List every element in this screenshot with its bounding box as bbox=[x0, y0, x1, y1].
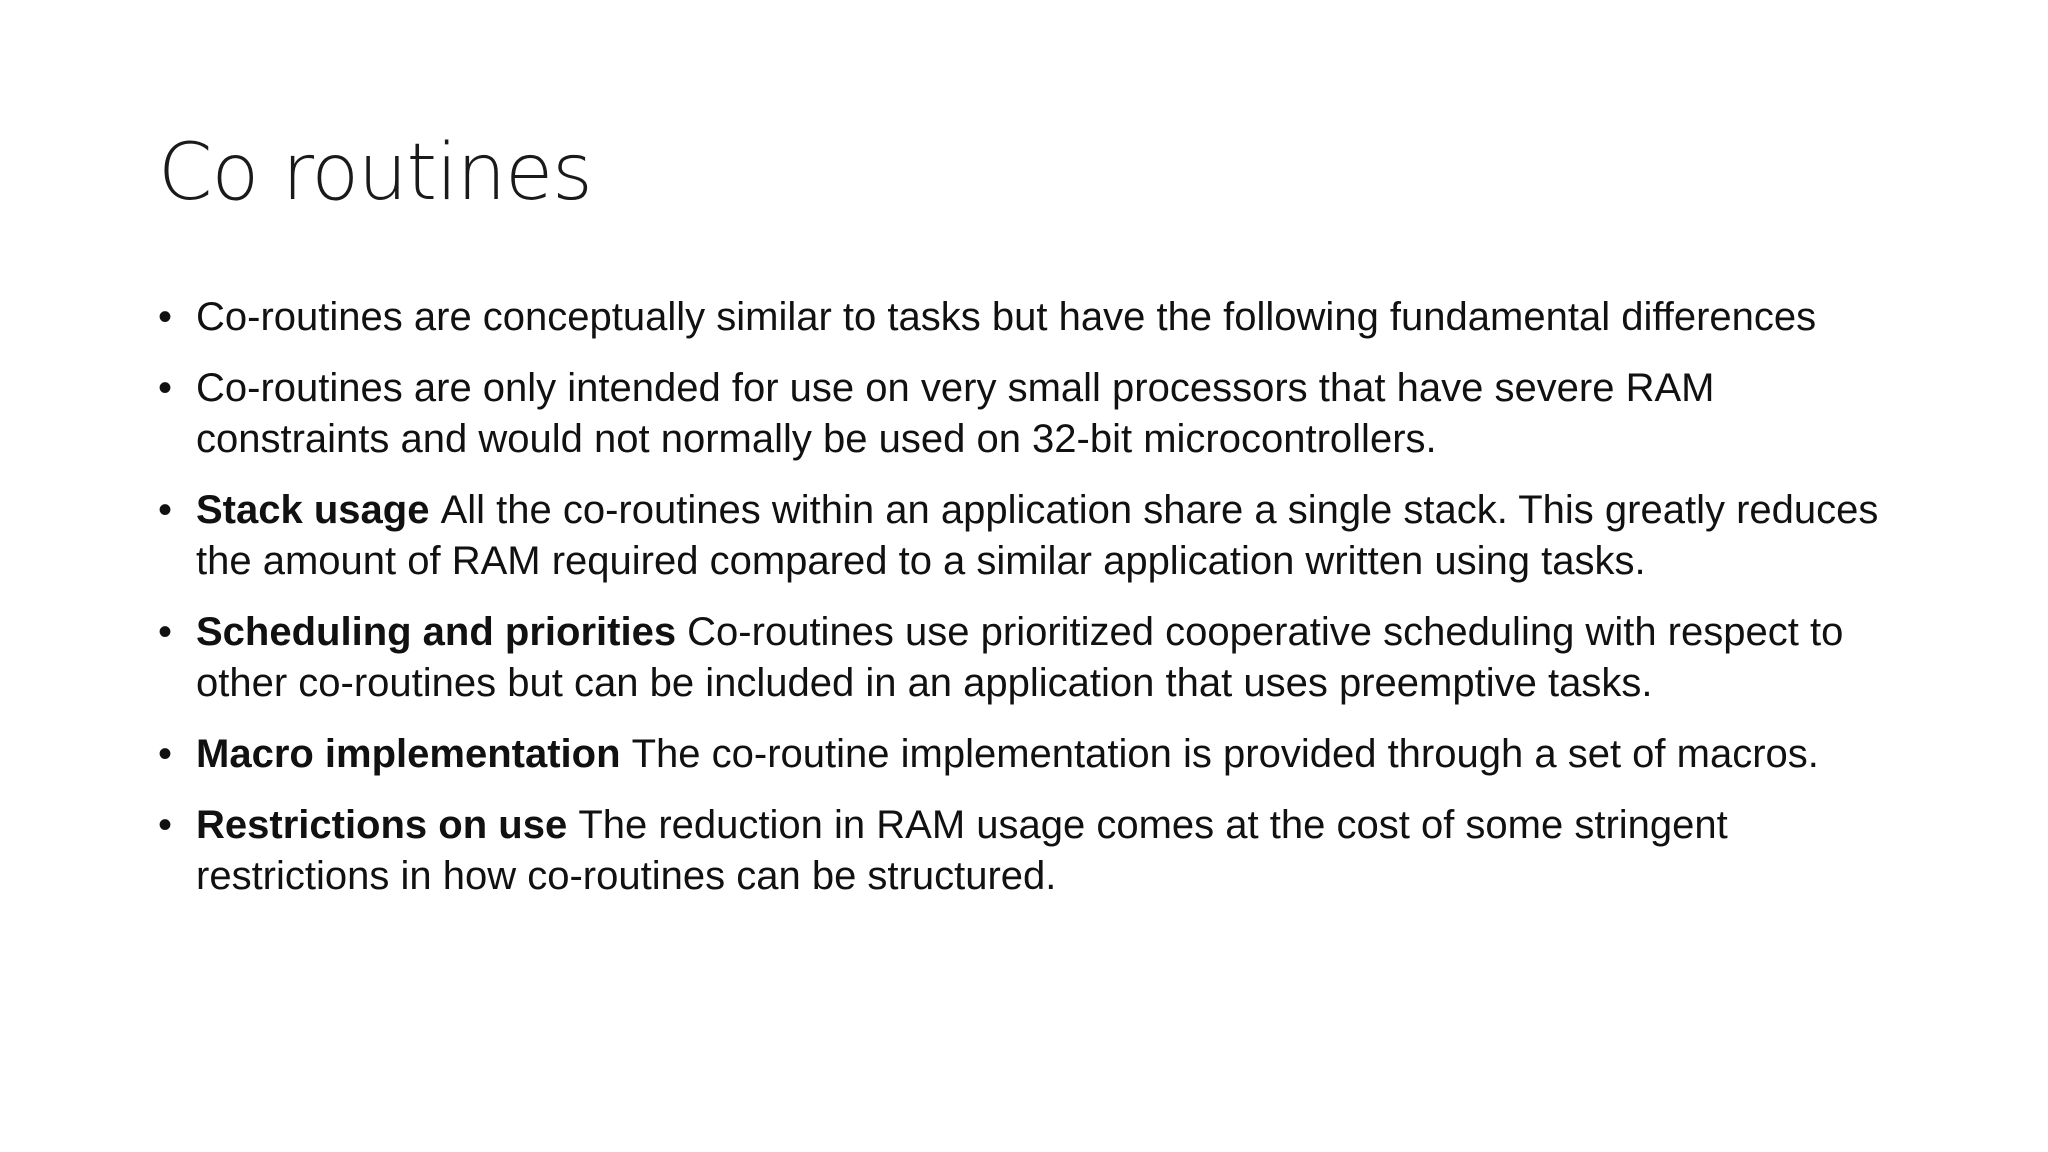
bullet-dot-icon: • bbox=[158, 803, 173, 847]
bullet-item bbox=[158, 729, 1918, 780]
bullet-text: Co-routines use prioritized cooperative scheduling with respect to other co-routines but can be included in an application that uses preemptive tasks. bbox=[196, 610, 1844, 705]
bullet-term: Macro implementation bbox=[196, 732, 632, 776]
bullet-item bbox=[158, 607, 1918, 709]
bullet-text: The reduction in RAM usage comes at the cost of some stringent restrictions in how co-routines can be structured. bbox=[196, 803, 1728, 898]
bullet-list bbox=[158, 292, 1918, 922]
bullet-text: Co-routines are conceptually similar to tasks but have the following fundamental differences bbox=[196, 295, 1817, 339]
bullet-item bbox=[158, 292, 1918, 343]
bullet-dot-icon: • bbox=[158, 488, 173, 532]
bullet-dot-icon: • bbox=[158, 295, 173, 339]
bullet-dot-icon: • bbox=[158, 610, 173, 654]
slide-title: Co routines bbox=[158, 128, 592, 218]
bullet-term: Scheduling and priorities bbox=[196, 610, 688, 654]
bullet-item bbox=[158, 800, 1918, 902]
bullet-term: Stack usage bbox=[196, 488, 441, 532]
bullet-item bbox=[158, 485, 1918, 587]
bullet-text: Co-routines are only intended for use on very small processors that have severe RAM constraints and would not normally be used on 32-bit microcontrollers. bbox=[196, 366, 1715, 461]
bullet-item bbox=[158, 363, 1918, 465]
bullet-dot-icon: • bbox=[158, 732, 173, 776]
bullet-term: Restrictions on use bbox=[196, 803, 579, 847]
bullet-text: The co-routine implementation is provided through a set of macros. bbox=[631, 732, 1819, 776]
bullet-text: All the co-routines within an application share a single stack. This greatly reduces the amount of RAM required compared to a similar application written using tasks. bbox=[196, 488, 1879, 583]
bullet-dot-icon: • bbox=[158, 366, 173, 410]
